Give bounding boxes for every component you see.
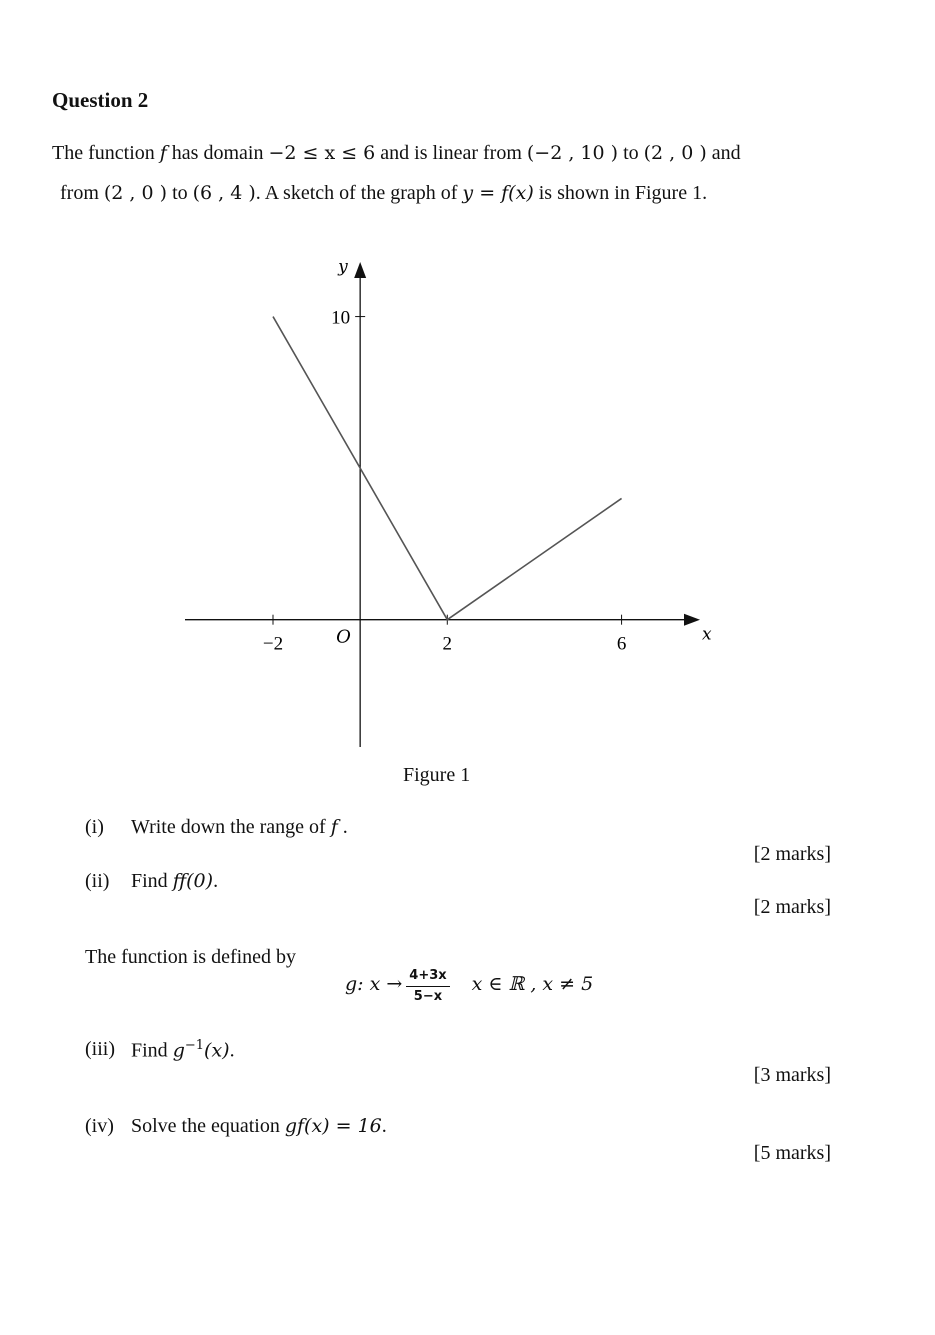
x-axis-label: x	[702, 624, 712, 645]
point-b: (2 , 0 )	[643, 142, 707, 164]
part-iii-number: (iii)	[85, 1038, 115, 1060]
x-tick-label: 2	[442, 633, 453, 655]
point-c: (6 , 4 )	[192, 182, 256, 204]
part-i-text: Write down the range of f .	[131, 816, 348, 838]
intro-line-2: from (2 , 0 ) to (6 , 4 ). A sketch of the graph of y = f(x) is shown in Figure 1.	[60, 182, 708, 204]
y-axis-arrow	[354, 262, 366, 278]
part-iii-text: Find $g^{-1}(x)$.	[131, 1038, 235, 1062]
y-axis-label: y	[338, 257, 348, 277]
part-i-marks: [2 marks]	[753, 843, 831, 865]
part-iv-number: (iv)	[85, 1115, 114, 1137]
part-ii-number: (ii)	[85, 870, 110, 892]
part-ii-marks: [2 marks]	[753, 896, 831, 918]
domain-inequality: −2 ≤ x ≤ 6	[268, 142, 376, 164]
definition-intro: The function is defined by	[85, 946, 297, 968]
function-g-definition	[345, 968, 593, 1005]
point-a: (−2 , 10 )	[526, 142, 619, 164]
x-tick-label: −2	[262, 633, 284, 655]
figure-caption: Figure 1	[403, 764, 471, 786]
graph-equation: y = f(x)	[462, 182, 534, 204]
origin-label: O	[336, 626, 351, 648]
x-axis-arrow	[684, 614, 700, 626]
g-denominator: 5−x	[413, 989, 443, 1004]
part-iv-text: Solve the equation gf(x) = 16.	[131, 1115, 387, 1137]
intro-line-1: The function f has domain −2 ≤ x ≤ 6 and is linear from (−2 , 10 ) to (2 , 0 ) and	[52, 142, 741, 164]
x-tick-label: 6	[616, 633, 627, 655]
point-b: (2 , 0 )	[103, 182, 168, 204]
g-condition: x ∈ ℝ , x ≠ 5	[471, 973, 594, 996]
question-title: Question 2	[52, 88, 149, 112]
y-tick-label: 10	[331, 307, 351, 329]
part-iii-marks: [3 marks]	[753, 1064, 831, 1086]
g-fraction	[406, 968, 449, 1005]
function-f-line	[273, 317, 622, 620]
part-i-number: (i)	[85, 816, 104, 838]
g-mapping: g: x →	[345, 973, 403, 996]
g-numerator: 4+3x	[406, 968, 449, 987]
part-ii-text: Find ff(0).	[131, 870, 219, 892]
part-iv-marks: [5 marks]	[753, 1142, 831, 1164]
